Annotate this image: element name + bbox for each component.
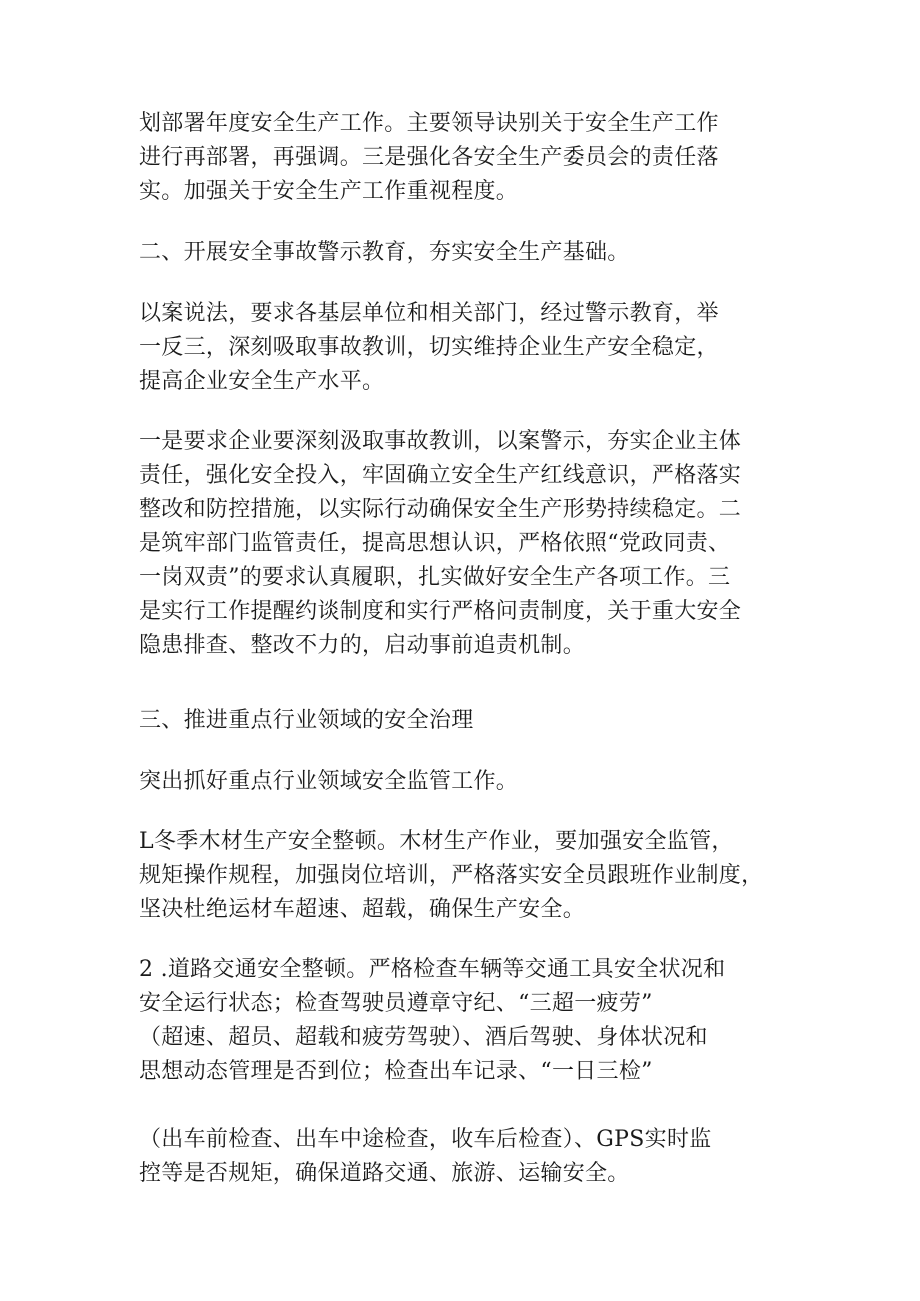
text-line: 规矩操作规程，加强岗位培训，严格落实安全员跟班作业制度， (139, 863, 764, 888)
text-line: 实。加强关于安全生产工作重视程度。 (139, 179, 519, 204)
text-line: 一是要求企业要深刻汲取事故教训，以案警示，夯实企业主体 (139, 429, 742, 454)
text-line: 思想动态管理是否到位；检查出车记录、“一日三检” (139, 1059, 653, 1084)
paragraph-warning-education (139, 297, 799, 399)
text-line: （出车前检查、出车中途检查，收车后检查）、GPS实时监 (139, 1127, 712, 1152)
section-heading-3 (139, 704, 799, 738)
paragraph-road-traffic-continued (139, 1123, 799, 1191)
text-line: 提高企业安全生产水平。 (139, 369, 385, 394)
text-line: 一反三，深刻吸取事故教训，切实维持企业生产安全稳定， (139, 335, 719, 360)
text-line: 责任，强化安全投入，牢固确立安全生产红线意识，严格落实 (139, 463, 742, 488)
paragraph-responsibilities (139, 425, 799, 663)
text-line: 突出抓好重点行业领域安全监管工作。 (139, 769, 519, 794)
text-line: 一岗双责”的要求认真履职，扎实做好安全生产各项工作。三 (139, 565, 731, 590)
text-line: 是实行工作提醒约谈制度和实行严格问责制度，关于重大安全 (139, 599, 742, 624)
text-line: 控等是否规矩，确保道路交通、旅游、运输安全。 (139, 1161, 630, 1186)
text-line: 以案说法，要求各基层单位和相关部门，经过警示教育，举 (139, 301, 719, 326)
text-line: 是筑牢部门监管责任，提高思想认识，严格依照“党政同责、 (139, 531, 731, 556)
text-line: 坚决杜绝运材车超速、超载，确保生产安全。 (139, 897, 586, 922)
paragraph-intro-continuation (139, 107, 799, 209)
paragraph-key-industries (139, 765, 799, 799)
text-line: L冬季木材生产安全整顿。木材生产作业，要加强安全监管， (139, 829, 734, 854)
paragraph-timber-production (139, 825, 799, 927)
heading-text: 二、开展安全事故警示教育，夯实安全生产基础。 (139, 240, 630, 265)
text-line: （超速、超员、超载和疲劳驾驶）、酒后驾驶、身体状况和 (139, 1025, 708, 1050)
text-line: 2 .道路交通安全整顿。严格检查车辆等交通工具安全状况和 (139, 957, 726, 982)
paragraph-road-traffic (139, 953, 799, 1089)
section-heading-2 (139, 236, 799, 270)
text-line: 划部署年度安全生产工作。主要领导诀别关于安全生产工作 (139, 111, 719, 136)
text-line: 整改和防控措施，以实际行动确保安全生产形势持续稳定。二 (139, 497, 742, 522)
text-line: 隐患排查、整改不力的，启动事前追责机制。 (139, 633, 586, 658)
heading-text: 三、推进重点行业领域的安全治理 (139, 708, 474, 733)
text-line: 进行再部署，再强调。三是强化各安全生产委员会的责任落 (139, 145, 719, 170)
text-line: 安全运行状态；检查驾驶员遵章守纪、“三超一疲劳” (139, 991, 653, 1016)
